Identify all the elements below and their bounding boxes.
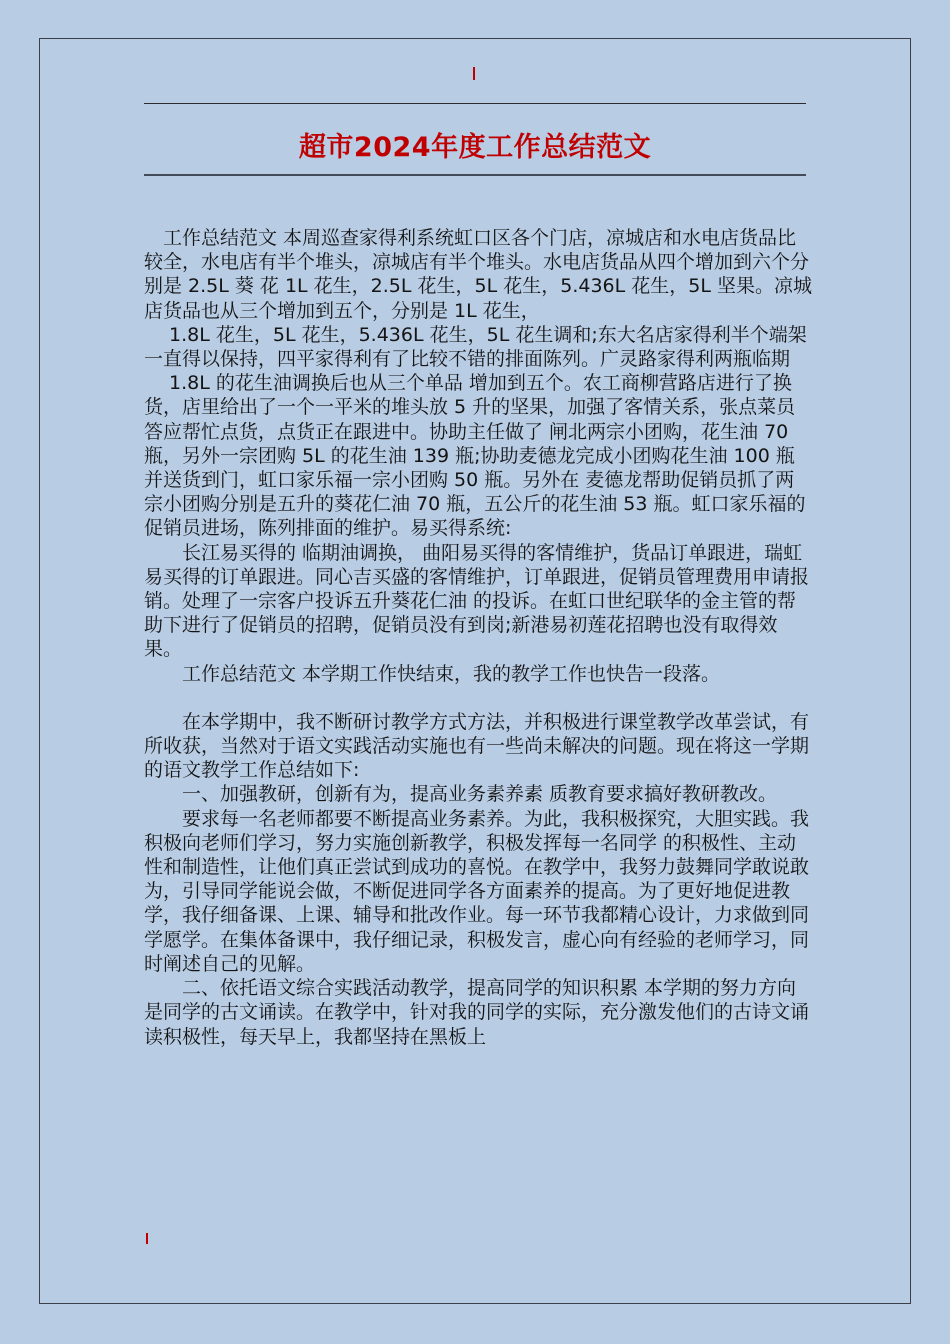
document-body [144,226,812,1049]
document-title: 超市2024年度工作总结范文 [298,132,652,163]
section-heading: 二、依托语文综合实践活动教学，提高同学的知识积累 本学期的努力方向是同学的古文诵读。在教学中，针对我的同学的实际，充分激发他们的古诗文诵读积极性，每天早上，我都坚持在黑板上 [144,977,810,1048]
blank-line [144,686,812,710]
body-paragraph: 要求每一名老师都要不断提高业务素养。为此，我积极探究，大胆实践。我积极向老师们学习，努力实施创新教学，积极发挥每一名同学 的积极性、主动性和制造性，让他们真正尝试到成功的喜悦。在教学中，我努力鼓舞同学敢说敢为，引导同学能说会做，不断促进同学各方面素养的提高。为了更好地促进教学，我仔细备课、上课、辅导和批改作业。每一环节我都精心设计，力求做到同学愿学。在集体备课中，我仔细记录，积极发言，虚心向有经验的老师学习，同时阐述自己的见解。 [144,807,810,975]
title-underline [144,174,806,176]
body-paragraph: 长江易买得的 临期油调换， 曲阳易买得的客情维护，货品订单跟进，瑞虹易买得的订单跟进。同心吉买盛的客情维护，订单跟进，促销员管理费用申请报销。处理了一宗客户投诉五升葵花仁油 的投诉。在虹口世纪联华的金主管的帮助下进行了促销员的招聘，促销员没有到岗;新港易初莲花招聘也没有取得效果。 [144,541,810,661]
body-paragraph: 工作总结范文 本学期工作快结束，我的教学工作也快告一段落。 [144,662,721,685]
body-paragraph: 工作总结范文 本周巡查家得利系统虹口区各个门店，凉城店和水电店货品比较全，水电店有半个堆头，凉城店有半个堆头。水电店货品从四个增加到六个分别是 2.5L 葵 花 1L 花生，2.5L 花生，5L 花生，5.436L 花生，5L 坚果。凉城店货品也从三个增加到五个，分别是 1L 花生， [144,227,812,322]
body-paragraph: 1.8L 花生，5L 花生，5.436L 花生，5L 花生调和;东大名店家得利半个端架一直得以保持，四平家得利有了比较不错的排面陈列。广灵路家得利两瓶临期 [144,323,807,371]
body-paragraph: 1.8L 的花生油调换后也从三个单品 增加到五个。农工商柳营路店进行了换货，店里给出了一个一平米的堆头放 5 升的坚果，加强了客情关系，张点菜员答应帮忙点货，点货正在跟进中。协助主任做了 闸北两宗小团购，花生油 70 瓶，另外一宗团购 5L 的花生油 139 瓶;协助麦德龙完成小团购花生油 100 瓶并送货到门，虹口家乐福一宗小团购 50 瓶。另外在 麦德龙帮助促销员抓了两宗小团购分别是五升的葵花仁油 70 瓶，五公斤的花生油 53 瓶。虹口家乐福的促销员进场，陈列排面的维护。易买得系统: [144,372,806,540]
body-paragraph: 在本学期中，我不断研讨教学方式方法，并积极进行课堂教学改革尝试，有所收获，当然对于语文实践活动实施也有一些尚未解决的问题。现在将这一学期的语文教学工作总结如下: [144,710,810,782]
header-rule [144,103,806,104]
footer-marker [146,1233,148,1244]
section-heading: 一、加强教研，创新有为，提高业务素养素 质教育要求搞好教研教改。 [144,783,778,806]
header-marker [473,67,475,80]
